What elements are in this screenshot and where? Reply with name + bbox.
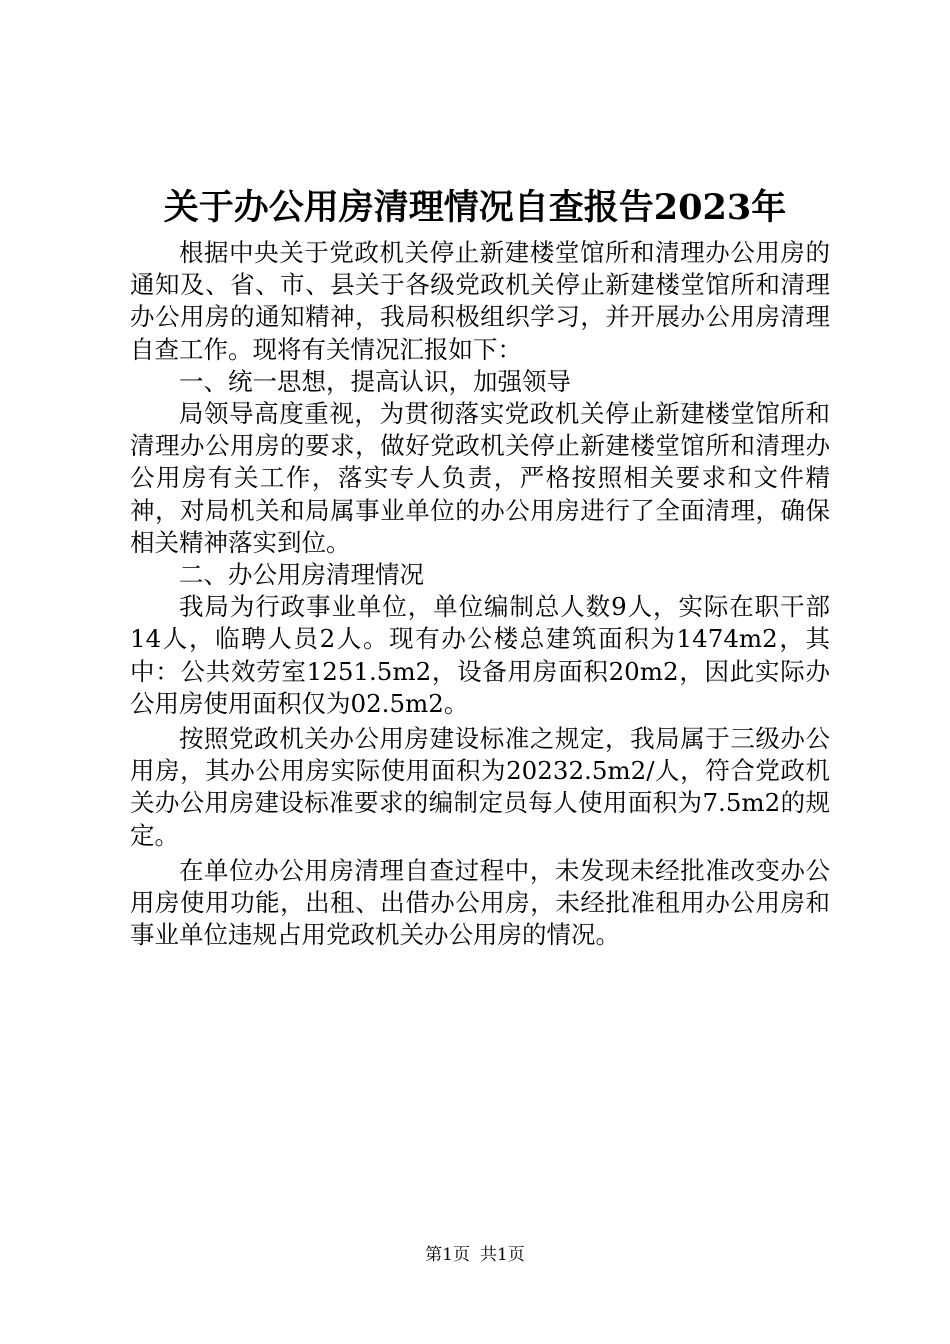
page-footer: [0, 1243, 950, 1267]
document-title: 关于办公用房清理情况自查报告2023年: [163, 187, 787, 228]
body-paragraph: 我局为行政事业单位，单位编制总人数9人，实际在职干部14人，临聘人员2人。现有办公楼总建筑面积为1474m2，其中：公共效劳室1251.5m2，设备用房面积20m2，因此实际办公用房使用面积仅为02.5m2。: [130, 592, 830, 718]
page-number: 第1页: [425, 1245, 470, 1265]
section-heading-1: 一、统一思想，提高认识，加强领导: [179, 366, 571, 396]
document-body: [130, 237, 830, 951]
section-heading-2: 二、办公用房清理情况: [179, 560, 424, 590]
body-paragraph: 在单位办公用房清理自查过程中，未发现未经批准改变办公用房使用功能，出租、出借办公用房，未经批准租用办公用房和事业单位违规占用党政机关办公用房的情况。: [130, 855, 830, 950]
body-paragraph: 局领导高度重视，为贯彻落实党政机关停止新建楼堂馆所和清理办公用房的要求，做好党政机关停止新建楼堂馆所和清理办公用房有关工作，落实专人负责，严格按照相关要求和文件精神，对局机关和局属事业单位的办公用房进行了全面清理，确保相关精神落实到位。: [130, 399, 830, 557]
intro-paragraph: 根据中央关于党政机关停止新建楼堂馆所和清理办公用房的通知及、省、市、县关于各级党政机关停止新建楼堂馆所和清理办公用房的通知精神，我局积极组织学习，并开展办公用房清理自查工作。现将有关情况汇报如下：: [130, 238, 830, 364]
page-total: 共1页: [480, 1245, 525, 1265]
body-paragraph: 按照党政机关办公用房建设标准之规定，我局属于三级办公用房，其办公用房实际使用面积为20232.5m2/人，符合党政机关办公用房建设标准要求的编制定员每人使用面积为7.5m2的规定。: [130, 724, 830, 850]
